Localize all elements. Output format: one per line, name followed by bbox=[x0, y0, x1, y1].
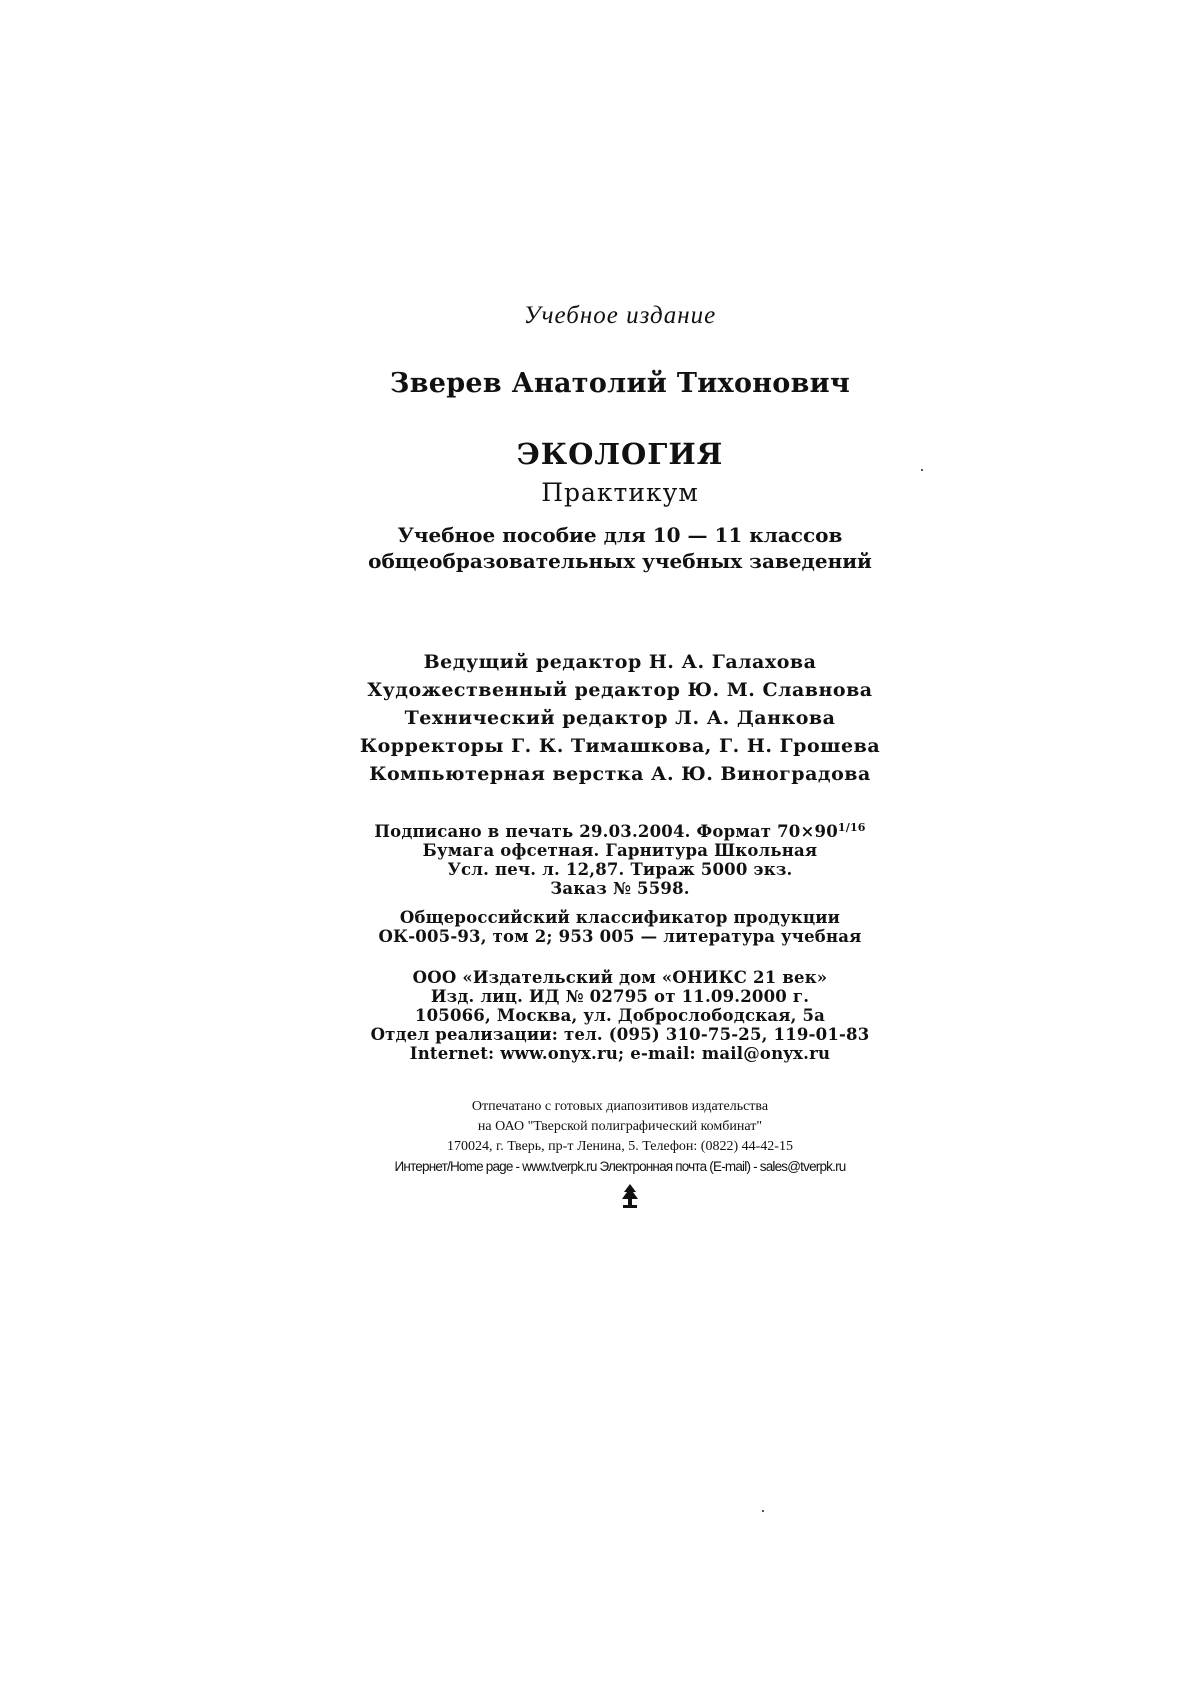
print-specs-line: Заказ № 5598. bbox=[550, 879, 690, 898]
book-description bbox=[300, 522, 940, 574]
publisher-line: Internet: www.onyx.ru; e-mail: mail@onyx.ru bbox=[409, 1044, 831, 1063]
description-line: Учебное пособие для 10 — 11 классов bbox=[397, 523, 843, 547]
tree-logo-icon bbox=[619, 1183, 641, 1209]
credit-line: Художественный редактор Ю. М. Славнова bbox=[367, 679, 873, 701]
description-line: общеобразовательных учебных заведений bbox=[368, 549, 872, 573]
publisher-line: ООО «Издательский дом «ОНИКС 21 век» bbox=[412, 968, 828, 987]
publisher-line: Отдел реализации: тел. (095) 310-75-25, 119-01-83 bbox=[370, 1025, 870, 1044]
print-specs bbox=[300, 818, 940, 898]
book-subtitle: Практикум bbox=[541, 478, 699, 507]
format-fraction: 1/16 bbox=[837, 821, 866, 834]
publisher-info bbox=[300, 968, 940, 1063]
printer-line: 170024, г. Тверь, пр-т Ленина, 5. Телефон: (0822) 44-42-15 bbox=[447, 1139, 793, 1154]
classifier-line: Общероссийский классификатор продукции bbox=[399, 908, 841, 927]
credit-line: Ведущий редактор Н. А. Галахова bbox=[423, 651, 817, 673]
signed-text: Подписано в печать 29.03.2004. Формат 70×90 bbox=[374, 822, 838, 841]
credit-line: Технический редактор Л. А. Данкова bbox=[404, 707, 836, 729]
printer-line: на ОАО "Тверской полиграфический комбинат" bbox=[477, 1119, 763, 1134]
classifier-line: ОК-005-93, том 2; 953 005 — литература учебная bbox=[378, 927, 862, 946]
edition-type: Учебное издание bbox=[523, 302, 717, 329]
credit-line: Корректоры Г. К. Тимашкова, Г. Н. Грошева bbox=[359, 735, 881, 757]
publisher-line: Изд. лиц. ИД № 02795 от 11.09.2000 г. bbox=[430, 987, 810, 1006]
printer-line: Отпечатано с готовых диапозитивов издательства bbox=[471, 1099, 769, 1114]
credit-line: Компьютерная верстка А. Ю. Виноградова bbox=[369, 763, 871, 785]
book-title: ЭКОЛОГИЯ bbox=[516, 437, 724, 471]
print-specs-line: Бумага офсетная. Гарнитура Школьная bbox=[422, 841, 818, 860]
scan-speck bbox=[762, 1510, 764, 1512]
print-specs-line: Усл. печ. л. 12,87. Тираж 5000 экз. bbox=[447, 860, 793, 879]
credits-list bbox=[300, 648, 940, 788]
print-specs-signed bbox=[300, 818, 940, 841]
author-name: Зверев Анатолий Тихонович bbox=[389, 368, 851, 399]
scan-speck bbox=[921, 469, 923, 471]
classifier bbox=[300, 908, 940, 946]
publisher-line: 105066, Москва, ул. Доброслободская, 5а bbox=[414, 1006, 826, 1025]
printer-info bbox=[300, 1097, 940, 1177]
printer-url-line: Интернет/Home page - www.tverpk.ru Электронная почта (E-mail) - sales@tverpk.ru bbox=[394, 1159, 846, 1174]
